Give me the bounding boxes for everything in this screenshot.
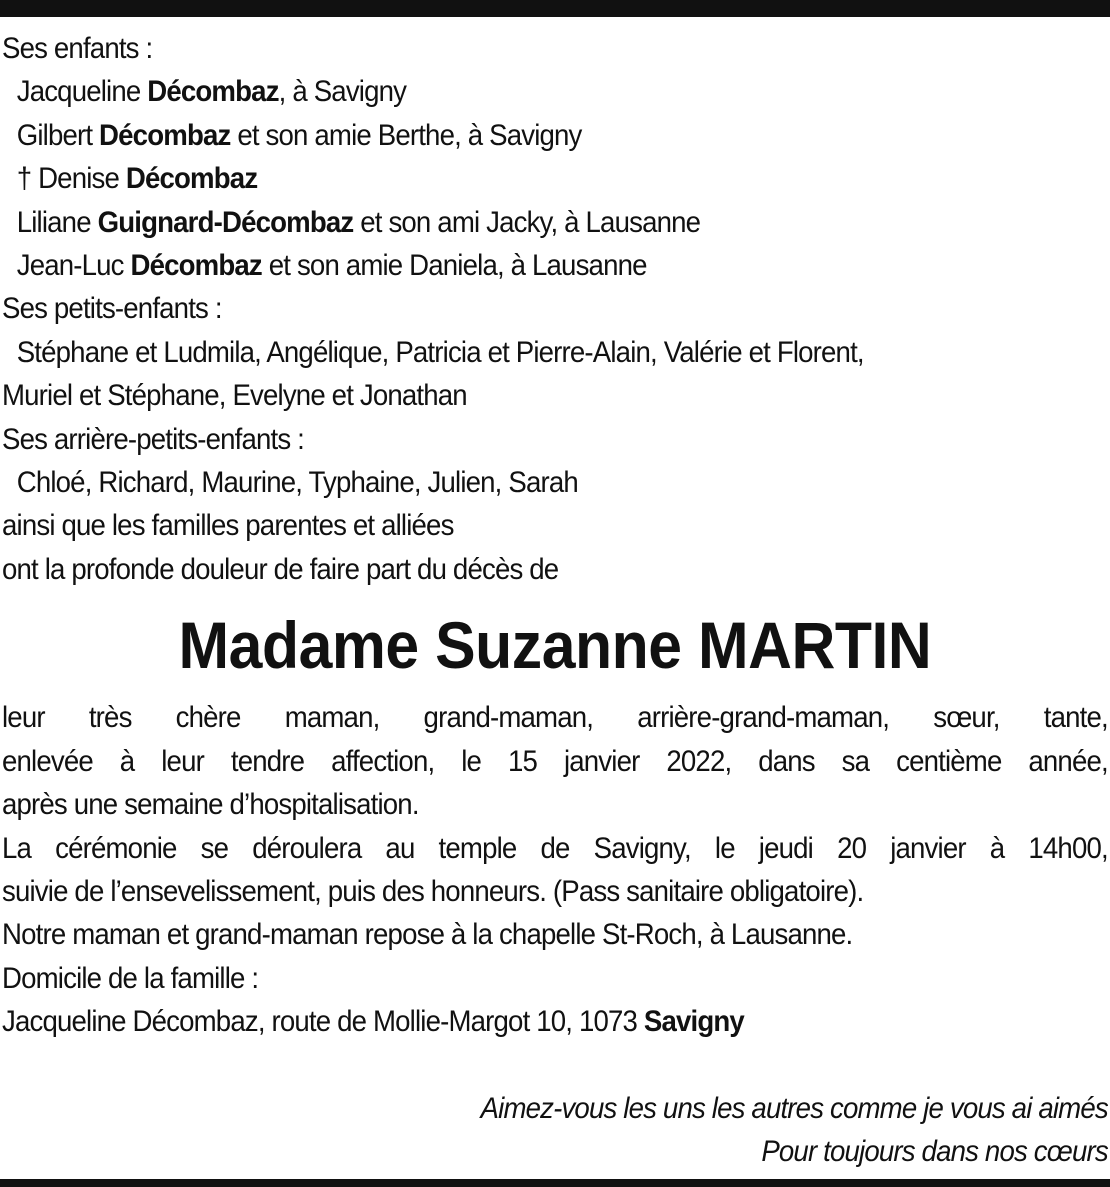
body-line: enlevée à leur tendre affection, le 15 janvier 2022, dans sa centième année, — [2, 744, 1108, 778]
deceased-name: Madame Suzanne MARTIN — [178, 608, 932, 683]
domicile-heading: Domicile de la famille : — [2, 961, 259, 995]
child-line — [2, 201, 1108, 244]
motto-line: Pour toujours dans nos cœurs — [761, 1134, 1108, 1168]
child-detail: et son amie Berthe, à Savigny — [230, 118, 582, 152]
body-line: après une semaine d’hospitalisation. — [2, 788, 419, 822]
spacer — [2, 1044, 1108, 1087]
child-first-name: Gilbert — [16, 118, 100, 152]
great-grandchildren-heading: Ses arrière-petits-enfants : — [2, 422, 305, 456]
child-surname: Décombaz — [125, 162, 258, 196]
child-line — [2, 244, 1108, 287]
child-detail: et son amie Daniela, à Lausanne — [261, 249, 647, 283]
bottom-rule — [0, 1179, 1110, 1187]
child-first-name: Jean-Luc — [16, 249, 131, 283]
domicile-address — [2, 1000, 1108, 1043]
child-line — [2, 157, 1108, 200]
children-heading: Ses enfants : — [2, 32, 153, 65]
grandchildren-heading: Ses petits-enfants : — [2, 292, 222, 326]
child-surname: Décombaz — [147, 75, 279, 109]
domicile-city: Savigny — [643, 1005, 744, 1039]
body-line: leur très chère maman, grand-maman, arrière-grand-maman, sœur, tante, — [2, 701, 1108, 735]
child-surname: Guignard-Décombaz — [97, 205, 354, 239]
announcement-line: ont la profonde douleur de faire part du décès de — [2, 552, 559, 586]
child-line — [2, 114, 1108, 157]
child-detail: et son ami Jacky, à Lausanne — [353, 205, 701, 239]
child-first-name: † Denise — [16, 162, 126, 196]
child-surname: Décombaz — [130, 249, 262, 283]
domicile-street: Jacqueline Décombaz, route de Mollie-Margot 10, 1073 — [2, 1005, 644, 1039]
families-line: ainsi que les familles parentes et alliées — [2, 509, 454, 543]
rest-place-line: Notre maman et grand-maman repose à la chapelle St-Roch, à Lausanne. — [2, 918, 853, 952]
child-first-name: Jacqueline — [16, 75, 148, 109]
great-grandchildren-names: Chloé, Richard, Maurine, Typhaine, Julien, Sarah — [16, 466, 578, 500]
obituary-notice — [2, 27, 1108, 1173]
top-rule — [0, 0, 1110, 17]
ceremony-line: suivie de l’ensevelissement, puis des honneurs. (Pass sanitaire obligatoire). — [2, 874, 864, 908]
grandchildren-names-cont: Muriel et Stéphane, Evelyne et Jonathan — [2, 379, 467, 413]
motto-line: Aimez-vous les uns les autres comme je vous ai aimés — [480, 1091, 1108, 1125]
child-surname: Décombaz — [99, 118, 231, 152]
child-line — [2, 70, 1108, 113]
ceremony-line: La cérémonie se déroulera au temple de Savigny, le jeudi 20 janvier à 14h00, — [2, 831, 1108, 865]
child-first-name: Liliane — [16, 205, 98, 239]
grandchildren-names: Stéphane et Ludmila, Angélique, Patricia et Pierre-Alain, Valérie et Florent, — [16, 335, 864, 369]
child-detail: , à Savigny — [278, 75, 407, 109]
